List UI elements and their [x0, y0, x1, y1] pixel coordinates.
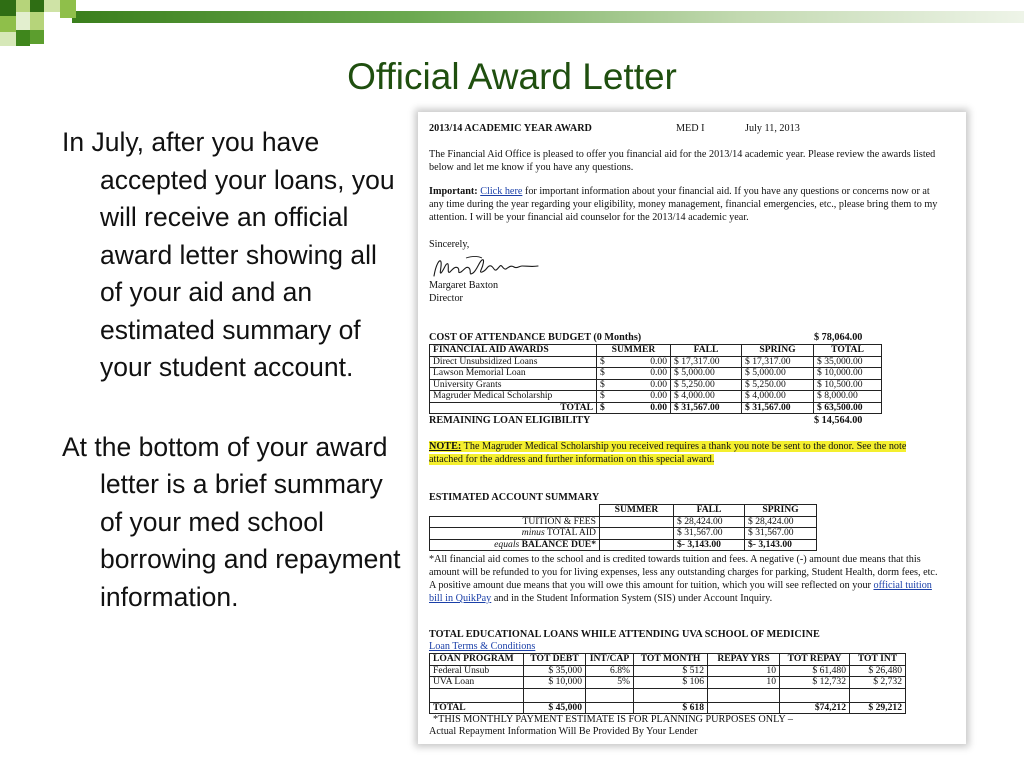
bullet-item: At the bottom of your award letter is a brief summary of your med school borrowing and repayment information. — [62, 431, 401, 612]
table-cell: $ 618 — [634, 702, 708, 714]
minus-word: minus — [521, 527, 545, 538]
table-cell: 0.00 — [617, 368, 671, 380]
award-letter-image — [418, 112, 966, 744]
decorative-square — [44, 0, 60, 12]
table-cell: $ 31,567.00 — [671, 402, 742, 414]
table-cell: $ 10,000 — [524, 677, 586, 689]
table-cell: $ — [597, 402, 617, 414]
table-cell — [430, 688, 524, 702]
footnote-part: and in the Student Information System (SIS) under Account Inquiry. — [491, 593, 773, 604]
table-cell: University Grants — [430, 379, 597, 391]
decorative-square — [16, 30, 30, 46]
table-header-row — [430, 654, 906, 666]
table-header: SUMMER — [600, 505, 674, 517]
bullet-item: In July, after you have accepted your loans, you will receive an official award letter showing all of your aid and an estimated summary of your student account. — [62, 127, 395, 382]
table-cell: Direct Unsubsidized Loans — [430, 356, 597, 368]
table-header: SPRING — [742, 345, 814, 357]
table-cell — [430, 539, 600, 551]
loan-terms-link[interactable]: Loan Terms & Conditions — [429, 641, 536, 652]
table-header: TOTAL — [814, 345, 882, 357]
table-cell: $ 45,000 — [524, 702, 586, 714]
table-header: LOAN PROGRAM — [430, 654, 524, 666]
table-cell: $ 35,000.00 — [814, 356, 882, 368]
table-cell — [600, 528, 674, 540]
balance-label: BALANCE DUE* — [519, 538, 596, 550]
table-cell: $ 28,424.00 — [745, 516, 817, 528]
letter-sincerely: Sincerely, — [429, 239, 470, 250]
table-cell: $ 5,000.00 — [742, 368, 814, 380]
table-row — [430, 688, 906, 702]
table-cell: $ 31,567.00 — [745, 528, 817, 540]
decorative-square — [0, 0, 16, 16]
letter-important — [429, 186, 930, 199]
estimated-account-summary-table — [429, 504, 817, 551]
table-cell: Federal Unsub — [430, 665, 524, 677]
table-cell: UVA Loan — [430, 677, 524, 689]
table-header: REPAY YRS — [708, 654, 780, 666]
table-cell: 10 — [708, 665, 780, 677]
table-header: SPRING — [745, 505, 817, 517]
table-cell: TUITION & FEES — [430, 516, 600, 528]
coa-label: COST OF ATTENDANCE BUDGET (0 Months) — [429, 332, 642, 343]
table-cell — [586, 702, 634, 714]
decorative-square — [0, 32, 16, 46]
table-cell: $ 106 — [634, 677, 708, 689]
footnote-text: *All financial aid comes to the school and is credited towards tuition and fees. A negative (-) amount due means that this — [429, 554, 921, 565]
table-cell: $ 512 — [634, 665, 708, 677]
table-header: FALL — [671, 345, 742, 357]
table-header-row — [430, 345, 882, 357]
table-cell — [586, 688, 634, 702]
decorative-square — [30, 12, 44, 30]
table-cell: $ 35,000 — [524, 665, 586, 677]
table-cell: $ 12,732 — [780, 677, 850, 689]
table-cell — [524, 688, 586, 702]
table-cell — [780, 688, 850, 702]
table-header: FALL — [674, 505, 745, 517]
signature-image — [432, 252, 552, 282]
table-cell: 0.00 — [617, 356, 671, 368]
table-cell: 5% — [586, 677, 634, 689]
table-row — [430, 677, 906, 689]
table-spacer — [430, 505, 600, 517]
table-cell: $ 31,567.00 — [674, 528, 745, 540]
decorative-square — [16, 12, 30, 30]
letter-heading-med: MED I — [676, 123, 705, 134]
table-cell: TOTAL — [430, 702, 524, 714]
letter-heading: 2013/14 ACADEMIC YEAR AWARD — [429, 123, 592, 134]
table-cell: $- 3,143.00 — [674, 539, 745, 551]
important-text: for important information about your financial aid. If you have any questions or concerns now or at — [522, 186, 930, 197]
disclaimer-text: Actual Repayment Information Will Be Provided By Your Lender — [429, 726, 698, 737]
scholarship-note — [429, 441, 906, 454]
table-cell: 0.00 — [617, 379, 671, 391]
table-cell: 0.00 — [617, 402, 671, 414]
table-row — [430, 368, 882, 380]
coa-value: $ 78,064.00 — [814, 332, 863, 343]
slide-title: Official Award Letter — [347, 56, 677, 97]
letter-date: July 11, 2013 — [745, 123, 800, 134]
table-header: TOT MONTH — [634, 654, 708, 666]
table-cell: $- 3,143.00 — [745, 539, 817, 551]
table-cell: $ — [597, 391, 617, 403]
note-text: attached for the address and further information on this special award. — [429, 454, 715, 465]
decorative-square — [16, 0, 30, 12]
table-row — [430, 379, 882, 391]
table-cell: $ 17,317.00 — [671, 356, 742, 368]
table-header: TOT REPAY — [780, 654, 850, 666]
letter-intro: below and let me know if you have any questions. — [429, 162, 634, 173]
signer-title: Director — [429, 293, 463, 304]
signer-name: Margaret Baxton — [429, 280, 499, 291]
table-cell: $ — [597, 379, 617, 391]
decorative-square — [0, 16, 16, 32]
table-cell: $ 26,480 — [850, 665, 906, 677]
table-row — [430, 665, 906, 677]
remaining-eligibility-label: REMAINING LOAN ELIGIBILITY — [429, 415, 591, 426]
table-header: FINANCIAL AID AWARDS — [430, 345, 597, 357]
table-cell: $ 63,500.00 — [814, 402, 882, 414]
aid-label: TOTAL AID — [544, 527, 596, 538]
table-cell: Lawson Memorial Loan — [430, 368, 597, 380]
decorative-square — [30, 30, 44, 44]
note-text: The Magruder Medical Scholarship you received requires a thank you note be sent to the donor. See the note — [461, 441, 907, 452]
table-cell: Magruder Medical Scholarship — [430, 391, 597, 403]
table-cell: $ 5,000.00 — [671, 368, 742, 380]
footnote-text — [429, 580, 932, 593]
letter-important: any time during the year regarding your eligibility, money management, financial emergencies, etc., please bring them to my — [429, 199, 938, 210]
table-row — [430, 391, 882, 403]
educational-loans-table — [429, 653, 906, 714]
table-cell: 6.8% — [586, 665, 634, 677]
decorative-square — [60, 0, 76, 18]
table-cell: $ — [597, 368, 617, 380]
footnote-text: amount will be refunded to you for living expenses, less any outstanding charges for parking, Student Health, dorm fees, etc. — [429, 567, 938, 578]
table-cell: $ 61,480 — [780, 665, 850, 677]
footnote-text — [429, 593, 772, 606]
table-cell: $ 10,000.00 — [814, 368, 882, 380]
table-cell: 0.00 — [617, 391, 671, 403]
table-cell — [708, 688, 780, 702]
table-cell — [600, 539, 674, 551]
decorative-square — [30, 0, 44, 12]
table-total-row — [430, 402, 882, 414]
table-cell — [600, 516, 674, 528]
table-cell: 10 — [708, 677, 780, 689]
table-row — [430, 528, 817, 540]
table-cell — [430, 528, 600, 540]
table-cell: $ 5,250.00 — [742, 379, 814, 391]
scholarship-note — [429, 454, 714, 467]
table-cell: $ 10,500.00 — [814, 379, 882, 391]
table-header: INT/CAP — [586, 654, 634, 666]
table-header: TOT DEBT — [524, 654, 586, 666]
table-row — [430, 516, 817, 528]
table-row — [430, 539, 817, 551]
header-decorative-band — [72, 11, 1024, 23]
table-cell: $ 17,317.00 — [742, 356, 814, 368]
important-label: Important: — [429, 186, 478, 197]
bullet-list — [62, 124, 402, 616]
table-cell: $ 2,732 — [850, 677, 906, 689]
table-cell: $ 4,000.00 — [742, 391, 814, 403]
table-cell — [634, 688, 708, 702]
table-cell: $ 31,567.00 — [742, 402, 814, 414]
table-header: SUMMER — [597, 345, 671, 357]
table-cell — [708, 702, 780, 714]
table-row — [430, 356, 882, 368]
letter-intro: The Financial Aid Office is pleased to offer you financial aid for the 2013/14 academic year. Please review the awards listed — [429, 149, 936, 160]
table-cell: $ 29,212 — [850, 702, 906, 714]
official-tuition-link[interactable]: official tuition — [873, 580, 932, 591]
table-cell: TOTAL — [430, 402, 597, 414]
table-cell: $ 8,000.00 — [814, 391, 882, 403]
equals-word: equals — [494, 538, 520, 550]
estimated-summary-heading: ESTIMATED ACCOUNT SUMMARY — [429, 492, 600, 503]
financial-aid-awards-table — [429, 344, 882, 414]
table-cell: $74,212 — [780, 702, 850, 714]
table-cell: $ — [597, 356, 617, 368]
table-cell — [850, 688, 906, 702]
footnote-part: A positive amount due means that you will owe this amount for tuition, which you will see reflected on your — [429, 580, 874, 591]
table-total-row — [430, 702, 906, 714]
note-label: NOTE: — [429, 441, 462, 452]
letter-important: attention. I will be your financial aid counselor for the 2013/14 academic year. — [429, 212, 749, 223]
remaining-eligibility-value: $ 14,564.00 — [814, 415, 863, 426]
table-cell: $ 4,000.00 — [671, 391, 742, 403]
table-cell: $ 28,424.00 — [674, 516, 745, 528]
total-loans-heading: TOTAL EDUCATIONAL LOANS WHILE ATTENDING UVA SCHOOL OF MEDICINE — [429, 629, 820, 640]
table-cell: $ 5,250.00 — [671, 379, 742, 391]
disclaimer-text: *THIS MONTHLY PAYMENT ESTIMATE IS FOR PLANNING PURPOSES ONLY – — [433, 714, 793, 725]
table-header-row — [430, 505, 817, 517]
click-here-link[interactable]: Click here — [480, 186, 523, 197]
quikpay-bill-link[interactable]: bill in QuikPay — [429, 593, 492, 604]
table-header: TOT INT — [850, 654, 906, 666]
